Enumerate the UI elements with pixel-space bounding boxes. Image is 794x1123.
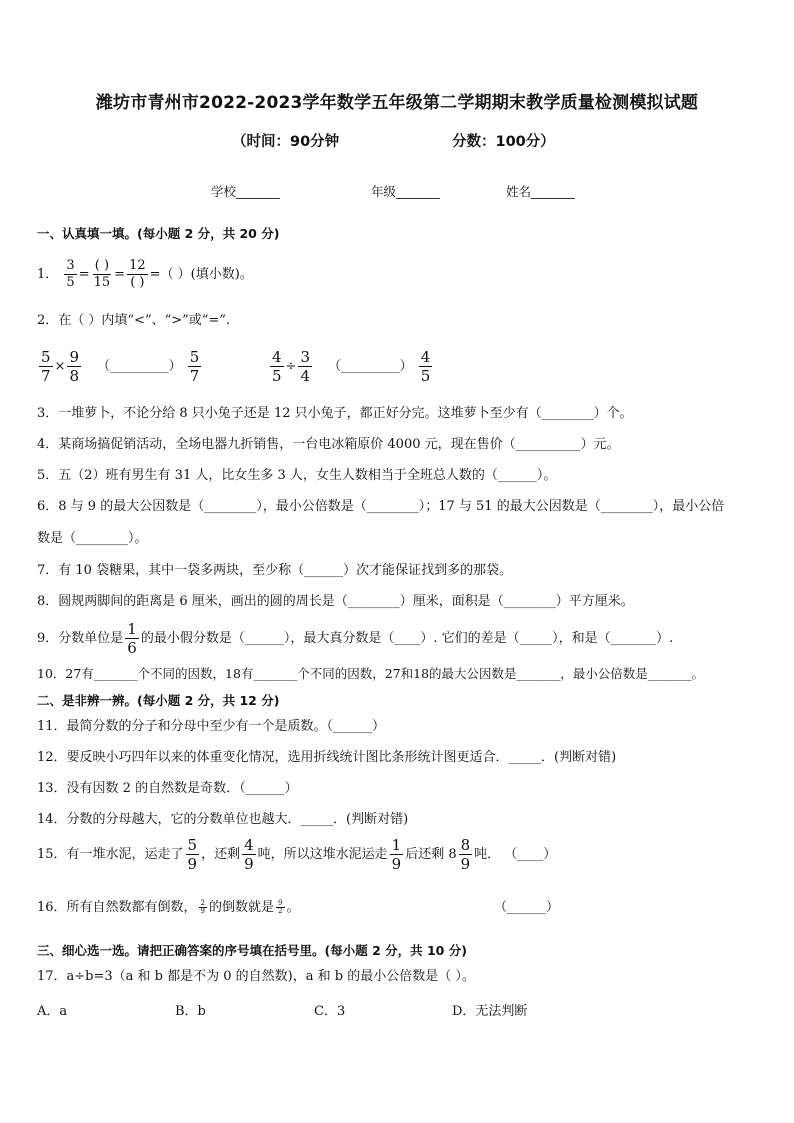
q15-fraction-2: $\frac{4}{9}$ bbox=[244, 836, 254, 873]
question-10[interactable]: 10．27有_______个不同的因数，18有_______个不同的因数，27和18的最大公因数是_______，最小公倍数是_______。 bbox=[37, 666, 705, 681]
q17-option-b[interactable]: B．b bbox=[175, 1004, 206, 1019]
question-3[interactable]: 3．一堆萝卜，不论分给 8 只小兔子还是 12 只小兔子，都正好分完。这堆萝卜至少有（________）个。 bbox=[37, 406, 633, 421]
q15-mid2: 吨，所以这堆水泥运走 bbox=[257, 847, 388, 862]
q16-fraction-1: $\frac{2}{9}$ bbox=[200, 899, 206, 915]
q2b-fraction-1: $\frac{4}{5}$ bbox=[272, 348, 282, 385]
q17-option-d[interactable]: D．无法判断 bbox=[452, 1004, 528, 1019]
q1-rest[interactable]: =（ ）(填小数)。 bbox=[149, 267, 253, 282]
q16-pre: 16．所有自然数都有倒数， bbox=[37, 900, 197, 915]
q2a-fraction-3: $\frac{5}{7}$ bbox=[189, 348, 200, 385]
question-15[interactable] bbox=[37, 836, 556, 873]
question-6[interactable]: 6．8 与 9 的最大公因数是（________），最小公倍数是（________）；17 与 51 的最大公因数是（________），最小公倍 bbox=[37, 499, 725, 514]
q15-post[interactable]: 吨． （____） bbox=[474, 847, 557, 862]
q1-fraction-2[interactable]: $\frac{( )}{15}$ bbox=[93, 258, 111, 290]
q9-post[interactable]: 的最小假分数是（______），最大真分数是（____）. 它们的差是（_____），和是（_______）. bbox=[140, 631, 674, 646]
q2b-fraction-2: $\frac{3}{4}$ bbox=[300, 348, 310, 385]
q1-number: 1． bbox=[37, 267, 59, 282]
question-5[interactable]: 5．五（2）班有男生有 31 人，比女生多 3 人，女生人数相当于全班总人数的（______）。 bbox=[37, 468, 557, 483]
section-1-heading: 一、认真填一填。(每小题 2 分，共 20 分) bbox=[37, 226, 280, 241]
school-field[interactable]: 学校_______ bbox=[211, 184, 280, 199]
exam-title: 潍坊市青州市2022-2023学年数学五年级第二学期期末教学质量检测模拟试题 bbox=[95, 93, 699, 113]
q16-blank[interactable]: （______） bbox=[494, 900, 560, 915]
q2a-fraction-2: $\frac{9}{8}$ bbox=[69, 348, 79, 385]
q16-post: 。 bbox=[286, 900, 300, 915]
q1-eq2: = bbox=[114, 267, 126, 282]
q16-mid: 的倒数就是 bbox=[209, 900, 275, 915]
q1-eq1: = bbox=[78, 267, 90, 282]
question-2a bbox=[37, 348, 203, 385]
section-2-heading: 二、是非辨一辨。(每小题 2 分，共 12 分) bbox=[37, 693, 280, 708]
q1-fraction-1: $\frac{3}{5}$ bbox=[66, 258, 75, 290]
section-3-heading: 三、细心选一选。请把正确答案的序号填在括号里。(每小题 2 分，共 10 分) bbox=[37, 943, 467, 958]
exam-time: （时间：90分钟 bbox=[232, 134, 340, 150]
q15-fraction-3: $\frac{1}{9}$ bbox=[391, 836, 402, 873]
q17-option-a[interactable]: A．a bbox=[37, 1004, 68, 1019]
q2b-blank[interactable]: （_________） bbox=[328, 359, 413, 374]
question-14[interactable]: 14．分数的分母越大，它的分数单位也越大．_____．(判断对错) bbox=[37, 812, 409, 827]
q15-fraction-1: $\frac{5}{9}$ bbox=[187, 836, 198, 873]
question-1 bbox=[37, 258, 253, 291]
q9-fraction: $\frac{1}{6}$ bbox=[127, 620, 137, 657]
q15-fraction-4: $\frac{8}{9}$ bbox=[460, 836, 471, 873]
q17-option-c[interactable]: C．3 bbox=[314, 1004, 346, 1019]
q2a-blank[interactable]: （_________） bbox=[97, 359, 182, 374]
question-4[interactable]: 4．某商场搞促销活动，全场电器九折销售，一台电冰箱原价 4000 元，现在售价（__________）元。 bbox=[37, 437, 620, 452]
question-2: 2．在（ ）内填“<”、“>”或“=”. bbox=[37, 313, 231, 328]
grade-field[interactable]: 年级_______ bbox=[371, 184, 440, 199]
question-8[interactable]: 8．圆规两脚间的距离是 6 厘米，画出的圆的周长是（________）厘米，面积是（________）平方厘米。 bbox=[37, 594, 634, 609]
q15-pre: 15．有一堆水泥，运走了 bbox=[37, 847, 184, 862]
question-12[interactable]: 12．要反映小巧四年以来的体重变化情况，选用折线统计图比条形统计图更适合．_____．(判断对错) bbox=[37, 750, 617, 765]
name-field[interactable]: 姓名_______ bbox=[506, 184, 575, 199]
q2a-fraction-1: $\frac{5}{7}$ bbox=[41, 348, 51, 385]
q15-mid3: 后还剩 8 bbox=[405, 847, 457, 862]
q16-fraction-2: $\frac{9}{2}$ bbox=[278, 899, 283, 915]
question-16[interactable] bbox=[37, 899, 300, 917]
question-11[interactable]: 11．最简分数的分子和分母中至少有一个是质数。（______） bbox=[37, 719, 386, 734]
q2b-fraction-3: $\frac{4}{5}$ bbox=[420, 348, 431, 385]
q2b-operator: ÷ bbox=[285, 359, 297, 374]
exam-score: 分数：100分） bbox=[452, 134, 555, 150]
question-17[interactable]: 17．a÷b=3（a 和 b 都是不为 0 的自然数)，a 和 b 的最小公倍数是（ ）。 bbox=[37, 969, 475, 984]
question-7[interactable]: 7．有 10 袋糖果，其中一袋多两块，至少称（______）次才能保证找到多的那袋。 bbox=[37, 563, 513, 578]
question-9[interactable] bbox=[37, 620, 673, 657]
q1-fraction-3[interactable]: $\frac{12}{( )}$ bbox=[129, 258, 146, 290]
q15-mid1: ，还剩 bbox=[201, 847, 241, 862]
question-6-cont[interactable]: 数是（________）。 bbox=[37, 531, 148, 546]
q2a-operator: × bbox=[54, 359, 66, 374]
q9-pre: 9．分数单位是 bbox=[37, 631, 124, 646]
question-13[interactable]: 13．没有因数 2 的自然数是奇数．（______） bbox=[37, 781, 298, 796]
question-2b bbox=[268, 348, 434, 385]
